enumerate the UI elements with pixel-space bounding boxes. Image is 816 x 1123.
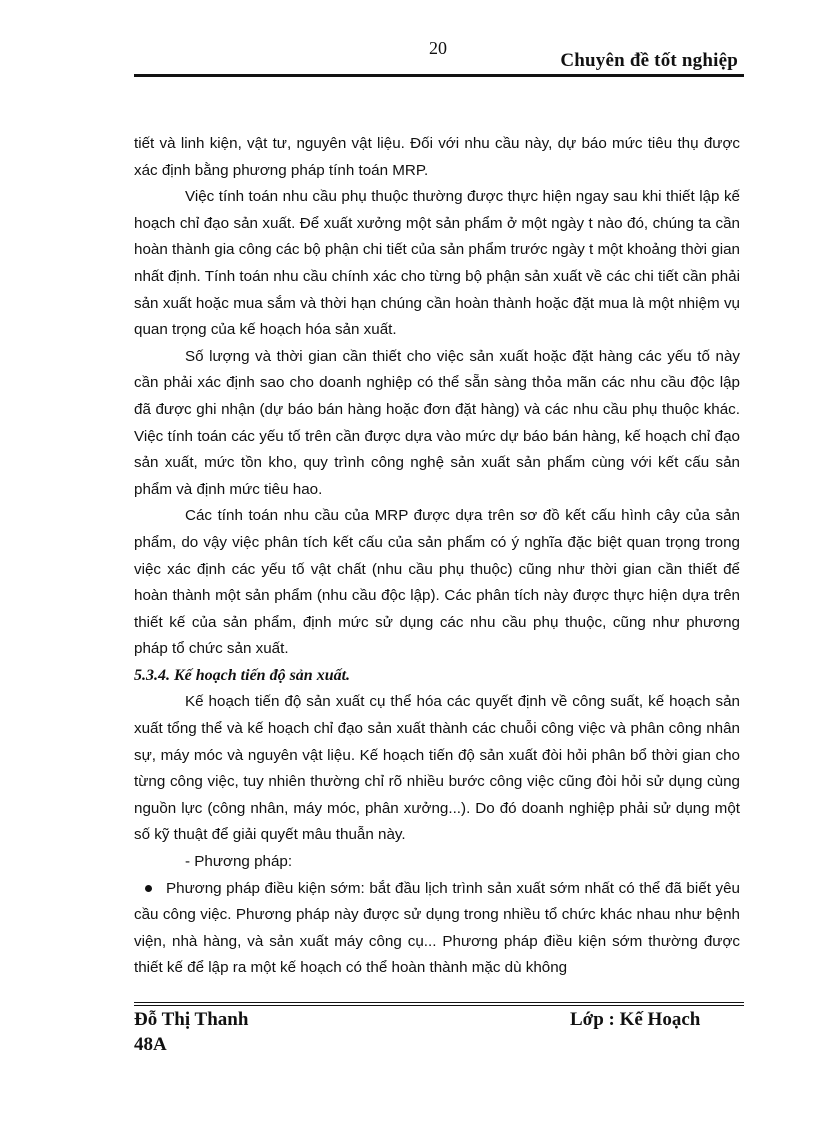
- footer-divider: [134, 1005, 744, 1006]
- bullet-icon: [145, 885, 152, 892]
- author-class-code: 48A: [134, 1034, 167, 1055]
- header-title: Chuyên đề tốt nghiệp: [560, 50, 738, 71]
- bullet-text: Phương pháp điều kiện sớm: bắt đầu lịch trình sản xuất sớm nhất có thể đã biết yêu cầu công việc. Phương pháp này được sử dụng trong nhiều tổ chức khác nhau như bệnh viện, nhà hàng, và sản xuất máy công cụ... Phương pháp điều kiện sớm thường được thiết kế để lập ra một kế hoạch có thể hoàn thành mặc dù không: [134, 879, 740, 977]
- section-heading: 5.3.4. Kế hoạch tiến độ sản xuất.: [134, 666, 351, 684]
- footer-class: Lớp : Kế Hoạch: [570, 1009, 701, 1030]
- author-name: Đỗ Thị Thanh: [134, 1009, 249, 1030]
- paragraph: tiết và linh kiện, vật tư, nguyên vật liệu. Đối với nhu cầu này, dự báo mức tiêu thụ được xác định bằng phương pháp tính toán MRP.: [134, 135, 740, 179]
- paragraph: Việc tính toán nhu cầu phụ thuộc thường được thực hiện ngay sau khi thiết lập kế hoạch chỉ đạo sản xuất. Để xuất xưởng một sản phẩm ở một ngày t nào đó, chúng ta cần hoàn thành gia công các bộ phận chi tiết của sản phẩm trước ngày t một khoảng thời gian nhất định. Tính toán nhu cầu chính xác cho từng bộ phận sản xuất về các chi tiết cần phải sản xuất hoặc mua sắm và thời hạn chúng cần hoàn thành hoặc đặt mua là một nhiệm vụ quan trọng của kế hoạch hóa sản xuất.: [134, 188, 740, 339]
- header-divider: [134, 74, 744, 77]
- footer-author: [134, 1007, 248, 1057]
- footer-divider: [134, 1002, 744, 1003]
- paragraph: - Phương pháp:: [185, 853, 293, 871]
- paragraph: Số lượng và thời gian cần thiết cho việc sản xuất hoặc đặt hàng các yếu tố này cần phải xác định sao cho doanh nghiệp có thể sẵn sàng thỏa mãn các nhu cầu độc lập đã được ghi nhận (dự báo bán hàng hoặc đơn đặt hàng) và các nhu cầu phụ thuộc khác. Việc tính toán các yếu tố trên cần được dựa vào mức dự báo bán hàng, kế hoạch chỉ đạo sản xuất, mức tồn kho, quy trình công nghệ sản xuất sản phẩm cùng với kết cấu sản phẩm và định mức tiêu hao.: [134, 347, 740, 498]
- paragraph: Các tính toán nhu cầu của MRP được dựa trên sơ đồ kết cấu hình cây của sản phẩm, do vậy việc phân tích kết cấu của sản phẩm có ý nghĩa đặc biệt quan trọng trong việc xác định các yếu tố vật chất (nhu cầu phụ thuộc) cũng như thời gian cần thiết để hoàn thành một sản phẩm (nhu cầu độc lập). Các phân tích này được thực hiện dựa trên thiết kế của sản phẩm, định mức sử dụng các nhu cầu phụ thuộc, cũng như phương pháp tổ chức sản xuất.: [134, 507, 740, 658]
- paragraph: Kế hoạch tiến độ sản xuất cụ thể hóa các quyết định về công suất, kế hoạch sản xuất tổng thể và kế hoạch chỉ đạo sản xuất thành các chuỗi công việc và phân công nhân sự, máy móc và nguyên vật liệu. Kế hoạch tiến độ sản xuất đòi hỏi phân bổ thời gian cho từng công việc, tuy nhiên thường chỉ rõ nhiều bước công việc cũng đòi hỏi sử dụng cùng nguồn lực (công nhân, máy móc, phân xưởng...). Do đó doanh nghiệp phải sử dụng một số kỹ thuật để giải quyết mâu thuẫn này.: [134, 693, 740, 844]
- document-body: [134, 131, 740, 982]
- bullet-item: [134, 876, 740, 982]
- page-number: 20: [429, 38, 447, 58]
